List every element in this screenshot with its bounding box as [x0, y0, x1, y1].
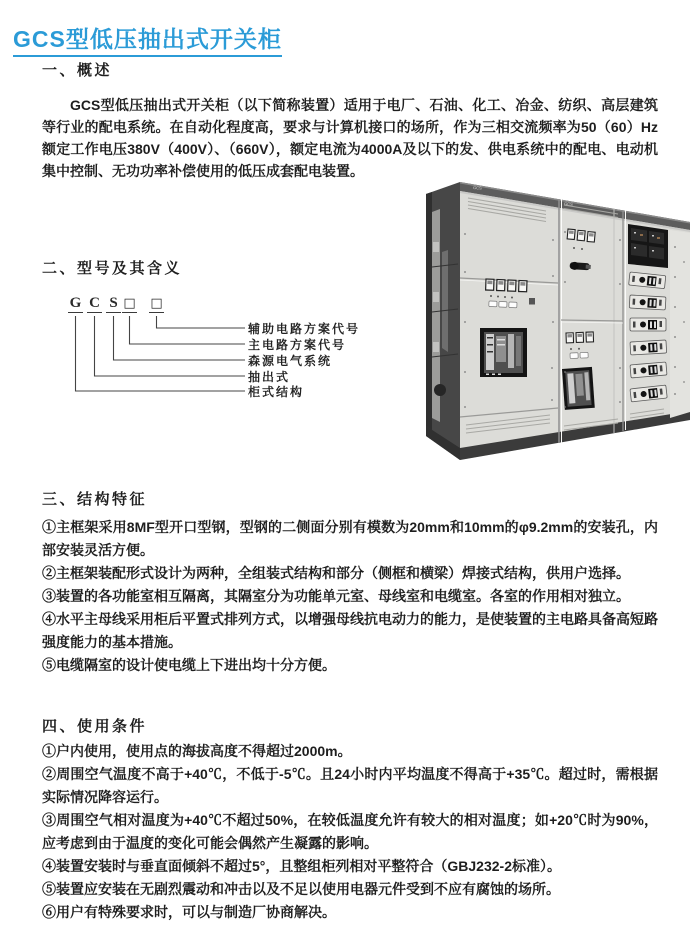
overview-paragraph: GCS型低压抽出式开关柜（以下简称装置）适用于电厂、石油、化工、冶金、纺织、高层建筑等行业的配电系统。在自动化程度高，要求与计算机接口的场所，作为三相交流频率为50（60）Hz额定工作电压380V（400V）、（660V），额定电流为4000A及以下的发、供电系统中的配电、电动机集中控制、无功功率补偿使用的低压成套配电装置。 [42, 97, 658, 179]
section-heading-structure: 三、结构特征 [42, 491, 148, 509]
cabinet-nameplate-label: GCS [472, 185, 482, 191]
model-code-placeholder-box: □ [150, 296, 163, 311]
structure-item: ⑤电缆隔室的设计使电缆上下进出均十分方便。 [42, 657, 336, 673]
section-heading-model: 二、型号及其含义 [42, 260, 183, 278]
usage-item: ⑥用户有特殊要求时，可以与制造厂协商解决。 [42, 904, 336, 920]
model-code-letter-s: S [106, 296, 121, 313]
model-code-letter-g: G [69, 295, 82, 311]
usage-item: ②周围空气温度不高于+40℃，不低于-5℃。且24小时内平均温度不得高于+35℃。超过时，需根据实际情况降容运行。 [42, 766, 658, 805]
model-label-main-circuit: 主电路方案代号 [248, 338, 347, 352]
structure-item: ②主框架装配形式设计为两种，全组装式结构和部分（侧框和横梁）焊接式结构，供用户选择。 [42, 565, 630, 581]
model-code-placeholder-box: □ [123, 296, 136, 311]
structure-item: ③装置的各功能室相互隔离，其隔室分为功能单元室、母线室和电缆室。各室的作用相对独立。 [42, 588, 630, 604]
usage-item: ③周围空气相对温度为+40℃不超过50%，在较低温度允许有较大的相对温度；如+20℃时为90%，应考虑到由于温度的变化可能会偶然产生凝露的影响。 [42, 812, 658, 851]
usage-item: ④装置安装时与垂直面倾斜不超过5°，且整组柜列相对平整符合（GBJ232-2标准）。 [42, 858, 561, 874]
model-label-cabinet-structure: 柜式结构 [248, 385, 305, 399]
page-title: GCS型低压抽出式开关柜 [13, 25, 282, 57]
usage-item: ①户内使用，使用点的海拔高度不得超过2000m。 [42, 743, 352, 759]
section-heading-overview: 一、概述 [42, 62, 113, 80]
usage-condition-list [42, 740, 658, 924]
section-heading-usage: 四、使用条件 [42, 718, 148, 736]
structure-item: ④水平主母线采用柜后平置式排列方式，以增强母线抗电动力的能力，是使装置的主电路具备高短路强度能力的基本措施。 [42, 611, 658, 650]
model-code-diagram [60, 296, 390, 406]
model-label-aux-circuit: 辅助电路方案代号 [248, 322, 361, 336]
model-label-withdrawable: 抽出式 [248, 370, 291, 384]
usage-item: ⑤装置应安装在无剧烈震动和冲击以及不足以使用电器元件受到不应有腐蚀的场所。 [42, 881, 560, 897]
cabinet-nameplate-label: GCS [563, 201, 573, 207]
model-code-letter-c: C [87, 296, 102, 313]
model-label-senyuan-system: 森源电气系统 [248, 354, 333, 368]
structure-feature-list [42, 516, 658, 677]
product-photo-switchgear [418, 172, 693, 467]
structure-item: ①主框架采用8MF型开口型钢，型钢的二侧面分别有模数为20mm和10mm的φ9.2mm的安装孔，内部安装灵活方便。 [42, 519, 658, 558]
